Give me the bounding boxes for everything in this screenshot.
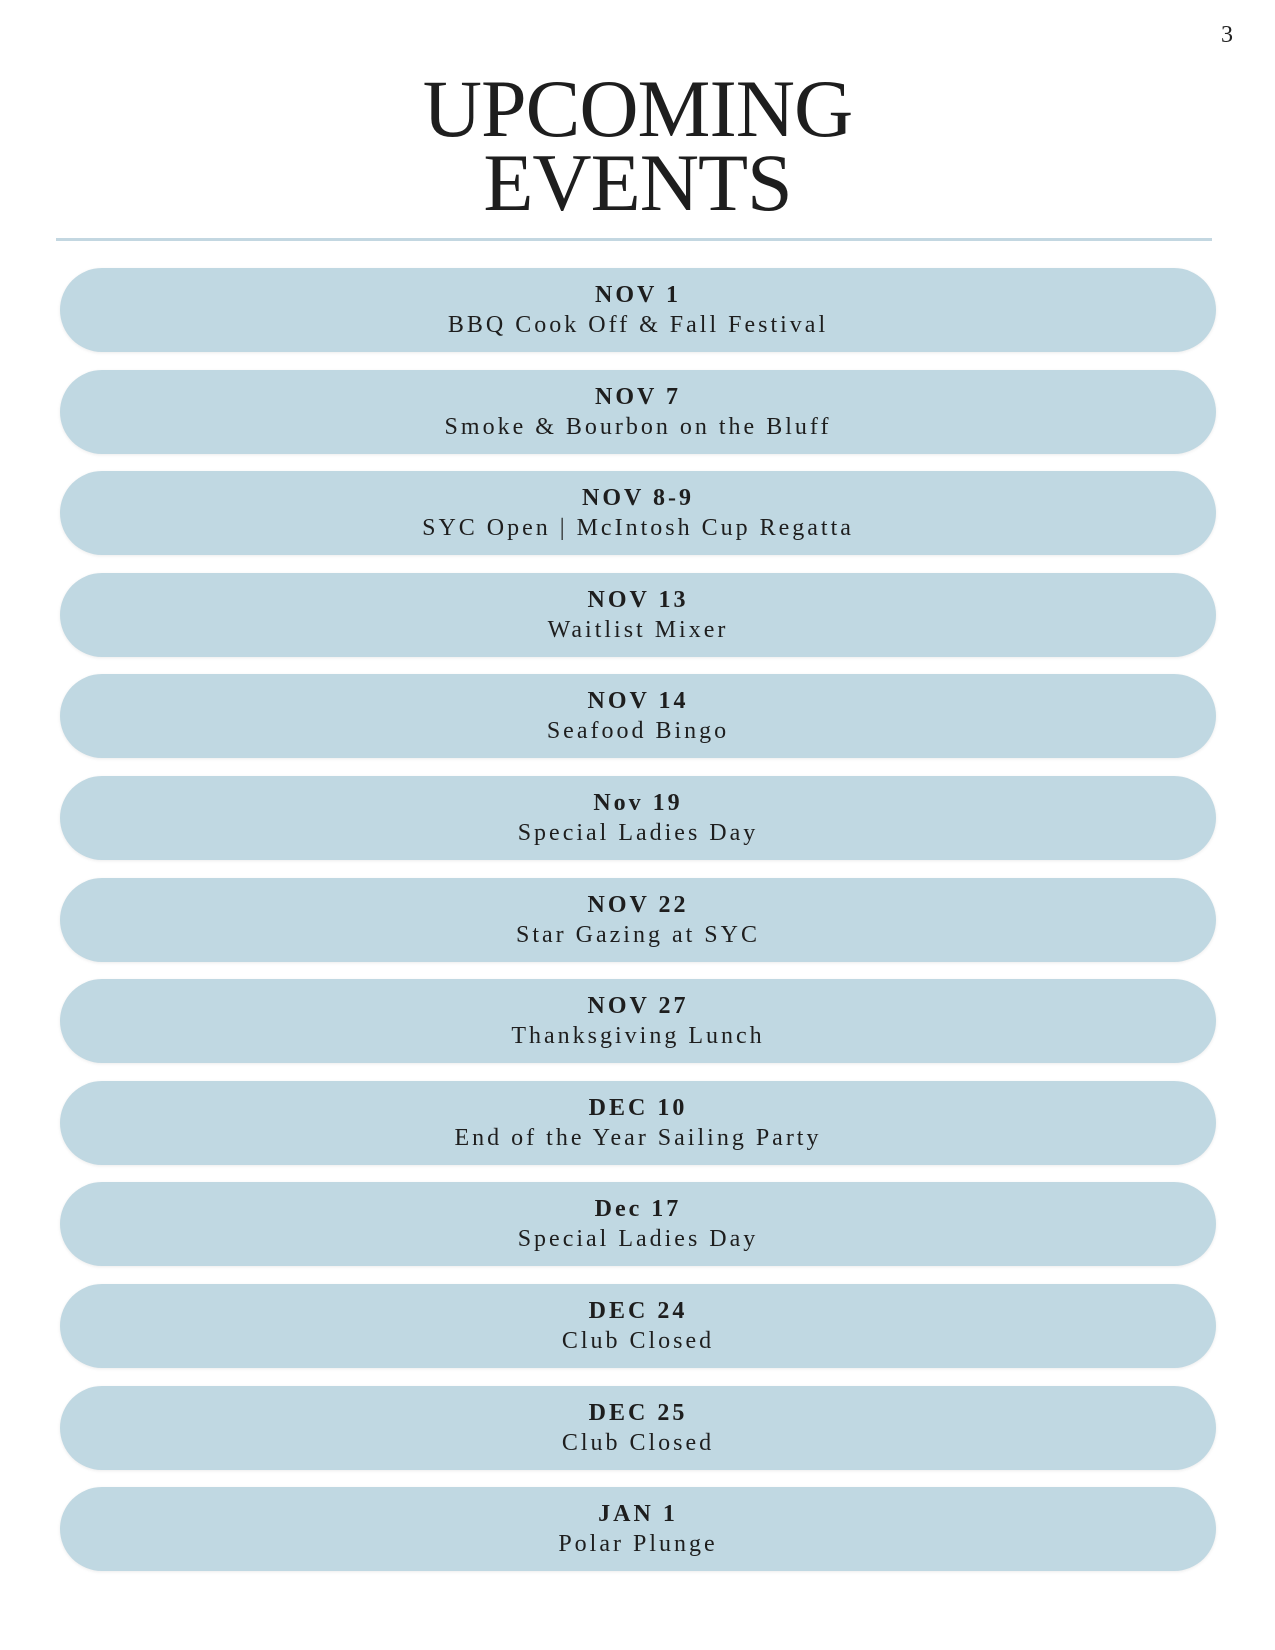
event-item — [60, 370, 1216, 454]
event-item — [60, 674, 1216, 758]
event-name: Polar Plunge — [558, 1531, 718, 1558]
page-number: 3 — [1221, 22, 1233, 48]
page-title-line-2: EVENTS — [483, 137, 792, 228]
event-date: NOV 14 — [587, 688, 689, 715]
event-name: Waitlist Mixer — [547, 616, 729, 643]
event-item — [60, 1386, 1216, 1470]
event-item — [60, 1182, 1216, 1266]
event-name: Club Closed — [561, 1429, 715, 1456]
event-name: Thanksgiving Lunch — [511, 1023, 765, 1050]
event-item — [60, 1487, 1216, 1571]
event-item — [60, 471, 1216, 555]
event-date: NOV 1 — [595, 282, 681, 308]
event-name: SYC Open | McIntosh Cup Regatta — [422, 515, 854, 542]
event-item — [60, 1081, 1216, 1165]
event-item — [60, 878, 1216, 962]
title-divider — [56, 238, 1212, 241]
page-title — [0, 63, 1275, 228]
event-date: DEC 24 — [588, 1297, 688, 1324]
event-name: Club Closed — [561, 1327, 715, 1354]
event-item — [60, 979, 1216, 1063]
event-name: Special Ladies Day — [517, 819, 759, 846]
event-date: Nov 19 — [593, 789, 683, 816]
event-date: NOV 22 — [587, 891, 689, 918]
event-name: End of the Year Sailing Party — [454, 1124, 822, 1151]
event-item — [60, 573, 1216, 657]
event-item — [60, 776, 1216, 860]
event-name: Smoke & Bourbon on the Bluff — [444, 413, 832, 440]
event-date: NOV 7 — [595, 383, 681, 410]
event-date: NOV 8-9 — [582, 485, 694, 512]
events-list — [60, 268, 1216, 1589]
event-item — [60, 1284, 1216, 1368]
event-name: Seafood Bingo — [546, 718, 730, 745]
event-date: Dec 17 — [594, 1196, 682, 1223]
event-date: JAN 1 — [598, 1501, 678, 1528]
event-date: DEC 10 — [588, 1094, 688, 1121]
event-name: BBQ Cook Off & Fall Festival — [447, 312, 829, 338]
event-item — [60, 268, 1216, 352]
event-date: DEC 25 — [588, 1399, 688, 1426]
event-name: Star Gazing at SYC — [516, 921, 760, 948]
event-date: NOV 13 — [587, 586, 689, 613]
event-date: NOV 27 — [587, 993, 689, 1020]
page-title-line-1: UPCOMING — [422, 63, 853, 154]
event-name: Special Ladies Day — [517, 1226, 759, 1253]
